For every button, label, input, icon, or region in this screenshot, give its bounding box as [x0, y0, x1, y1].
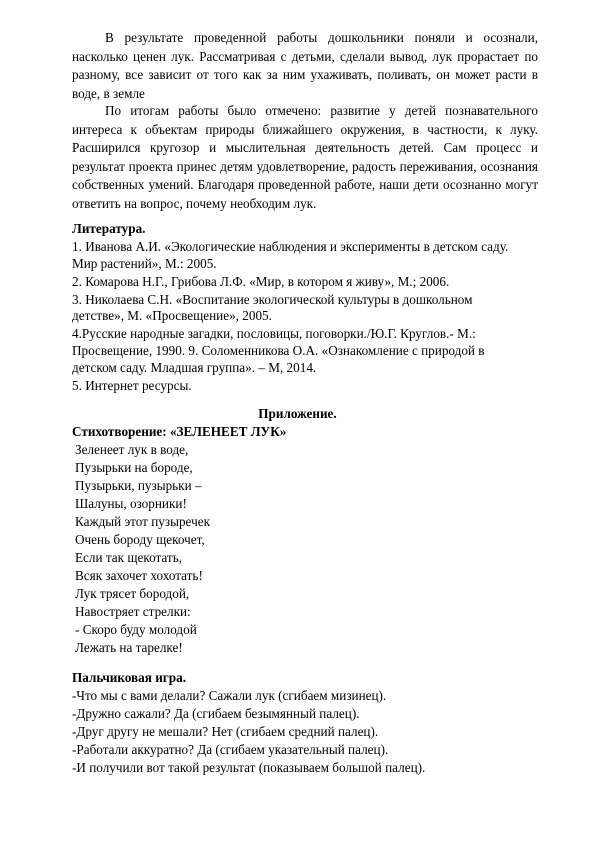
poem-line: - Скоро буду молодой — [75, 622, 197, 637]
poem-line: Навостряет стрелки: — [75, 604, 191, 619]
intro-paragraph-2: По итогам работы было отмечено: развитие у детей познавательного интереса к объектам природы ближайшего окружения, в частности, к луку. Расширился кругозор и мыслительная деятельность детей. Сам процесс и результат проекта принес детям удовлетворение, радость переживания, осознания собственных умений. Благодаря проведенной работе, наши дети осознанно могут ответить на вопрос, почему необходим лук. — [72, 103, 538, 211]
finger-game-title: Пальчиковая игра. — [72, 670, 187, 685]
literature-line: Мир растений», М.: 2005. — [72, 256, 217, 271]
poem-line: Пузырьки на бороде, — [75, 460, 193, 475]
literature-line: детстве», М. «Просвещение», 2005. — [72, 308, 272, 323]
poem-line: Зеленеет лук в воде, — [75, 442, 189, 457]
finger-game-line: -Что мы с вами делали? Сажали лук (сгибаем мизинец). — [72, 688, 387, 703]
poem-line: Лук трясет бородой, — [75, 586, 190, 601]
literature-line: 1. Иванова А.И. «Экологические наблюдения и эксперименты в детском саду. — [72, 239, 509, 254]
finger-game-line: -Друг другу не мешали? Нет (сгибаем средний палец). — [72, 724, 379, 739]
literature-line: 5. Интернет ресурсы. — [72, 378, 192, 393]
literature-line: Просвещение, 1990. 9. Соломенникова О.А. «Ознакомление с природой в — [72, 343, 485, 358]
poem-line: Пузырьки, пузырьки – — [75, 478, 202, 493]
finger-game-line: -Работали аккуратно? Да (сгибаем указательный палец). — [72, 742, 389, 757]
literature-line: 2. Комарова Н.Г., Грибова Л.Ф. «Мир, в котором я живу», М.; 2006. — [72, 274, 450, 289]
poem-line: Всяк захочет хохотать! — [75, 568, 203, 583]
finger-game-line: -Дружно сажали? Да (сгибаем безымянный палец). — [72, 706, 360, 721]
poem-line: Шалуны, озорники! — [75, 496, 187, 511]
finger-game-line: -И получили вот такой результат (показываем большой палец). — [72, 760, 426, 775]
poem-line: Каждый этот пузыречек — [75, 514, 210, 529]
literature-line: 4.Русские народные загадки, пословицы, поговорки./Ю.Г. Круглов.- М.: — [72, 326, 476, 341]
appendix-heading: Приложение. — [258, 406, 337, 421]
poem-line: Очень бороду щекочет, — [75, 532, 205, 547]
poem-line: Лежать на тарелке! — [75, 640, 183, 655]
poem-line: Если так щекотать, — [75, 550, 182, 565]
literature-line: детском саду. Младшая группа». – М, 2014. — [72, 360, 317, 375]
literature-line: 3. Николаева С.Н. «Воспитание экологической культуры в дошкольном — [72, 292, 473, 307]
intro-paragraph-1: В результате проведенной работы дошкольники поняли и осознали, насколько ценен лук. Рассматривая с детьми, сделали вывод, лук прорастает по разному, все зависит от того как за ним ухаживать, поливать, он может расти в воде, в земле — [72, 30, 538, 101]
literature-heading: Литература. — [72, 221, 146, 236]
poem-title: Стихотворение: «ЗЕЛЕНЕЕТ ЛУК» — [72, 424, 287, 439]
